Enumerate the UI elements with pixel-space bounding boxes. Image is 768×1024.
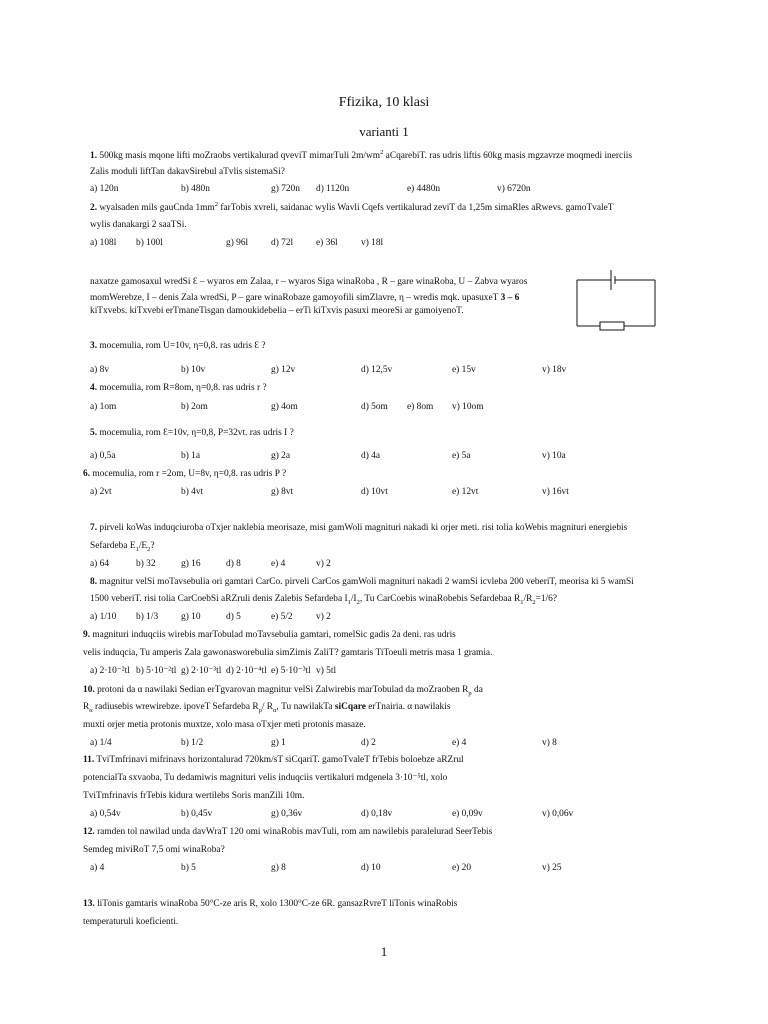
answer-option: e) 0,09v bbox=[452, 809, 483, 819]
question-number: 6. bbox=[83, 469, 91, 479]
question-text: TviTmfrinavi mifrinavs horizontalurad 720km/sT siCqariT. gamoTvaleT frTebis boloebze aRZrul bbox=[96, 755, 464, 765]
question-number: 10. bbox=[83, 685, 95, 695]
superscript: 2 bbox=[214, 200, 218, 208]
answer-option: a) 0,5a bbox=[90, 451, 116, 461]
question-text: =1/6? bbox=[535, 594, 558, 604]
subscript: 2 bbox=[147, 545, 151, 553]
question-text: magnituri induqciis wirebis marTobulad moTavsebulia gamtari, romelSic gadis 2a deni. ras udris bbox=[92, 630, 456, 640]
intro-line-1: naxatze gamosaxul wredSi Ɛ – wyaros em Zalaa, r – wyaros Siga winaRoba , R – gare winaRoba, U – Zabva wyaros bbox=[90, 277, 528, 287]
question-10 bbox=[83, 684, 483, 696]
answer-option: b) 2om bbox=[181, 402, 208, 412]
question-1-line2: Zalis moduli liftTan dakavSirebul aTvlis sistemaSi? bbox=[90, 167, 285, 177]
answer-option: g) 10 bbox=[181, 612, 201, 622]
question-text: /I bbox=[350, 594, 357, 604]
answer-option: a) 2·10⁻²tl bbox=[90, 666, 130, 676]
question-text: farTobis xvreli, saidanac wylis Wavli Cqefs vertikalurad zeviT da 1,25m simaRles aRwevs. gamoTvaleT bbox=[220, 203, 614, 213]
question-12-line2: Semdeg miviRoT 7,5 omi winaRoba? bbox=[83, 845, 225, 855]
answer-option: d) 2·10⁻⁴tl bbox=[226, 666, 267, 676]
answer-option: v) 18l bbox=[361, 238, 384, 248]
subscript: α bbox=[89, 706, 93, 714]
answer-option: a) 1/10 bbox=[90, 612, 117, 622]
question-text: pirveli koWas induqciuroba oTxjer naklebia meorisaze, misi gamWoli magnituri nakadi ki orjer meti. risi tolia koWebis magnituri energiebis bbox=[99, 523, 628, 533]
subscript: 2 bbox=[356, 598, 360, 606]
question-13 bbox=[83, 898, 457, 910]
subscript: α bbox=[273, 706, 277, 714]
question-text: , Tu CarCoebis winaRobebis Sefardebaa R bbox=[359, 594, 521, 604]
answer-option: g) 2a bbox=[271, 451, 291, 461]
question-number: 7. bbox=[90, 523, 98, 533]
answer-option: d) 4a bbox=[361, 451, 381, 461]
question-text: liTonis gamtaris winaRoba 50°C-ze aris R, xolo 1300°C-ze 6R. gansazRvreT liTonis winaRobis bbox=[97, 899, 458, 909]
answer-option: g) 720n bbox=[271, 184, 300, 194]
question-text: mocemulia, rom Ɛ=10v, η=0,8, P=32vt. ras udris I ? bbox=[99, 428, 294, 438]
answer-option: d) 5 bbox=[226, 612, 241, 622]
answer-option: e) 12vt bbox=[452, 487, 479, 497]
question-10-line3: muxti orjer metia protonis muxtze, xolo masa oTxjer meti protonis masaze. bbox=[83, 720, 366, 730]
subscript: 1 bbox=[520, 598, 524, 606]
answer-option: v) 25 bbox=[542, 863, 562, 873]
answer-option: b) 1/3 bbox=[136, 612, 159, 622]
question-text: mocemulia, rom R=8om, η=0,8. ras udris r ? bbox=[99, 383, 267, 393]
answer-option: a) 8v bbox=[90, 365, 110, 375]
subscript: 2 bbox=[532, 598, 536, 606]
answer-option: e) 5a bbox=[452, 451, 471, 461]
answer-option: g) 12v bbox=[271, 365, 296, 375]
question-10-line2 bbox=[83, 701, 450, 713]
subscript: p bbox=[468, 689, 472, 697]
subscript: p bbox=[258, 706, 262, 714]
question-11-line2: potencialTa sxvaoba, Tu dedamiwis magnituri velis induqciis vertikaluri mdgenela 3·10⁻⁵tl, xolo bbox=[83, 773, 448, 783]
question-text: erTnairia. α nawilakis bbox=[365, 702, 451, 712]
question-text: , Tu nawilakTa bbox=[276, 702, 335, 712]
question-3 bbox=[90, 340, 266, 352]
answer-option: g) 0,36v bbox=[271, 809, 303, 819]
answer-option: a) 108l bbox=[90, 238, 117, 248]
answer-option: a) 4 bbox=[90, 863, 105, 873]
answer-option: d) 8 bbox=[226, 559, 241, 569]
question-number: 12. bbox=[83, 827, 95, 837]
question-text: /R bbox=[523, 594, 533, 604]
answer-option: d) 5om bbox=[361, 402, 388, 412]
question-number: 9. bbox=[83, 630, 91, 640]
question-text: ramden tol nawilad unda davWraT 120 omi winaRobis mavTuli, rom am nawilebis paralelurad SeerTebis bbox=[97, 827, 493, 837]
question-text: / R bbox=[261, 702, 274, 712]
answer-option: v) 8 bbox=[542, 738, 557, 748]
answer-option: e) 5/2 bbox=[271, 612, 293, 622]
subscript: 1 bbox=[135, 545, 139, 553]
answer-option: g) 4om bbox=[271, 402, 298, 412]
question-text: aCqarebiT. ras udris liftis 60kg masis mgzavrze moqmedi inerciis bbox=[385, 151, 633, 161]
question-text: radiusebis wrewirebze. ipoveT Sefardeba R bbox=[95, 702, 259, 712]
answer-option: v) 16vt bbox=[542, 487, 569, 497]
answer-option: b) 1a bbox=[181, 451, 201, 461]
answer-option: e) 4 bbox=[271, 559, 286, 569]
answer-option: v) 2 bbox=[316, 559, 331, 569]
answer-option: e) 8om bbox=[407, 402, 434, 412]
question-text: Sefardeba E bbox=[90, 541, 136, 551]
answer-option: b) 480n bbox=[181, 184, 210, 194]
answer-option: d) 12,5v bbox=[361, 365, 393, 375]
resistor bbox=[600, 322, 624, 330]
intro-bold: 3 – 6 bbox=[500, 293, 520, 303]
answer-option: b) 32 bbox=[136, 559, 156, 569]
answer-option: d) 72l bbox=[271, 238, 294, 248]
bold-word: siCqare bbox=[334, 702, 366, 712]
answer-option: e) 20 bbox=[452, 863, 472, 873]
page-number: 1 bbox=[380, 944, 388, 959]
question-7-line2 bbox=[90, 540, 155, 552]
answer-option: d) 2 bbox=[361, 738, 376, 748]
question-number: 8. bbox=[90, 577, 98, 587]
question-number: 2. bbox=[90, 203, 98, 213]
answer-option: a) 0,54v bbox=[90, 809, 121, 819]
answer-option: v) 10a bbox=[542, 451, 566, 461]
question-text: wyalsaden mils gauCnda 1mm bbox=[99, 203, 215, 213]
answer-option: b) 10v bbox=[181, 365, 206, 375]
answer-option: e) 4480n bbox=[407, 184, 441, 194]
variant-label: varianti 1 bbox=[359, 124, 409, 139]
answer-option: g) 96l bbox=[226, 238, 249, 248]
answer-option: v) 18v bbox=[542, 365, 567, 375]
question-1 bbox=[90, 150, 632, 162]
question-5 bbox=[90, 427, 294, 439]
question-text: da bbox=[474, 685, 483, 695]
answer-option: a) 1om bbox=[90, 402, 117, 412]
answer-option: e) 5·10⁻³tl bbox=[271, 666, 311, 676]
question-6 bbox=[83, 468, 286, 480]
document-title: Ffizika, 10 klasi bbox=[338, 95, 430, 110]
question-9 bbox=[83, 629, 456, 641]
question-11 bbox=[83, 754, 464, 766]
question-2-line2: wylis danakargi 2 saaTSi. bbox=[90, 220, 187, 230]
question-text: R bbox=[83, 702, 90, 712]
question-12 bbox=[83, 826, 492, 838]
question-text: /E bbox=[138, 541, 148, 551]
intro-text: momWerebze, I – denis Zala wredSi, P – gare winaRobaze gamoyofili simZlavre, η – wredis mqk. upasuxeT bbox=[90, 293, 499, 303]
question-text: mocemulia, rom U=10v, η=0,8. ras udris Ɛ ? bbox=[99, 341, 266, 351]
intro-line-3: kiTxvebs. kiTxvebi erTmaneTisgan damoukidebelia – erTi kiTxvis pasuxi meoreSi ar gamoiyenoT. bbox=[90, 306, 464, 316]
answer-option: g) 1 bbox=[271, 738, 286, 748]
answer-option: b) 5 bbox=[181, 863, 196, 873]
answer-option: v) 5tl bbox=[316, 666, 337, 676]
circuit-diagram bbox=[574, 268, 658, 332]
subscript: 1 bbox=[347, 598, 351, 606]
answer-option: e) 36l bbox=[316, 238, 338, 248]
answer-option: g) 8 bbox=[271, 863, 286, 873]
question-text: magnitur velSi moTavsebulia ori gamtari CarCo. pirveli CarCos gamWoli magnituri nakadi 2 wamSi icvleba 200 veberiT, meorisa ki 5 wamSi bbox=[99, 577, 634, 587]
question-number: 1. bbox=[90, 151, 98, 161]
question-number: 3. bbox=[90, 341, 98, 351]
answer-option: b) 1/2 bbox=[181, 738, 204, 748]
answer-option: d) 1120n bbox=[316, 184, 350, 194]
answer-option: v) 2 bbox=[316, 612, 331, 622]
question-number: 5. bbox=[90, 428, 98, 438]
question-11-line3: TviTmfrinavis frTebis kidura wertilebs Soris manZili 10m. bbox=[83, 791, 305, 801]
question-text: 1500 veberiT. risi tolia CarCoebSi aRZruli denis Zalebis Sefardeba I bbox=[90, 594, 348, 604]
answer-option: a) 64 bbox=[90, 559, 110, 569]
answer-option: b) 100l bbox=[136, 238, 163, 248]
intro-line-2 bbox=[90, 292, 519, 304]
answer-option: g) 16 bbox=[181, 559, 201, 569]
question-7 bbox=[90, 522, 627, 534]
answer-option: e) 15v bbox=[452, 365, 476, 375]
answer-option: a) 120n bbox=[90, 184, 119, 194]
question-text: mocemulia, rom r =2om, U=8v, η=0,8. ras udris P ? bbox=[92, 469, 287, 479]
superscript: 2 bbox=[380, 148, 384, 156]
answer-option: a) 2vt bbox=[90, 487, 112, 497]
answer-option: b) 0,45v bbox=[181, 809, 213, 819]
question-4 bbox=[90, 382, 267, 394]
question-number: 11. bbox=[83, 755, 95, 765]
answer-option: v) 6720n bbox=[497, 184, 531, 194]
answer-option: a) 1/4 bbox=[90, 738, 112, 748]
question-number: 13. bbox=[83, 899, 95, 909]
answer-option: e) 4 bbox=[452, 738, 467, 748]
question-number: 4. bbox=[90, 383, 98, 393]
answer-option: v) 10om bbox=[452, 402, 484, 412]
answer-option: b) 5·10⁻²tl bbox=[136, 666, 177, 676]
answer-option: v) 0,06v bbox=[542, 809, 574, 819]
answer-option: g) 2·10⁻³tl bbox=[181, 666, 222, 676]
answer-option: d) 10 bbox=[361, 863, 381, 873]
question-8 bbox=[90, 576, 634, 588]
question-13-line2: temperaturuli koeficienti. bbox=[83, 917, 179, 927]
answer-option: b) 4vt bbox=[181, 487, 204, 497]
question-2 bbox=[90, 202, 614, 214]
answer-option: g) 8vt bbox=[271, 487, 294, 497]
question-text: protoni da α nawilaki Sedian erTgvarovan magnitur velSi Zalwirebis marTobulad da moZraoben R bbox=[97, 685, 469, 695]
question-text: ? bbox=[150, 541, 155, 551]
answer-option: d) 0,18v bbox=[361, 809, 393, 819]
question-text: 500kg masis mqone lifti moZraobs vertikalurad qveviT mimarTuli 2m/wm bbox=[99, 151, 381, 161]
answer-option: d) 10vt bbox=[361, 487, 388, 497]
question-9-line2: velis induqcia, Tu amperis Zala gawonasworebulia simZimis ZaliT? gamtaris TiToeuli metris masa 1 gramia. bbox=[83, 648, 493, 658]
question-8-line2 bbox=[90, 593, 557, 605]
